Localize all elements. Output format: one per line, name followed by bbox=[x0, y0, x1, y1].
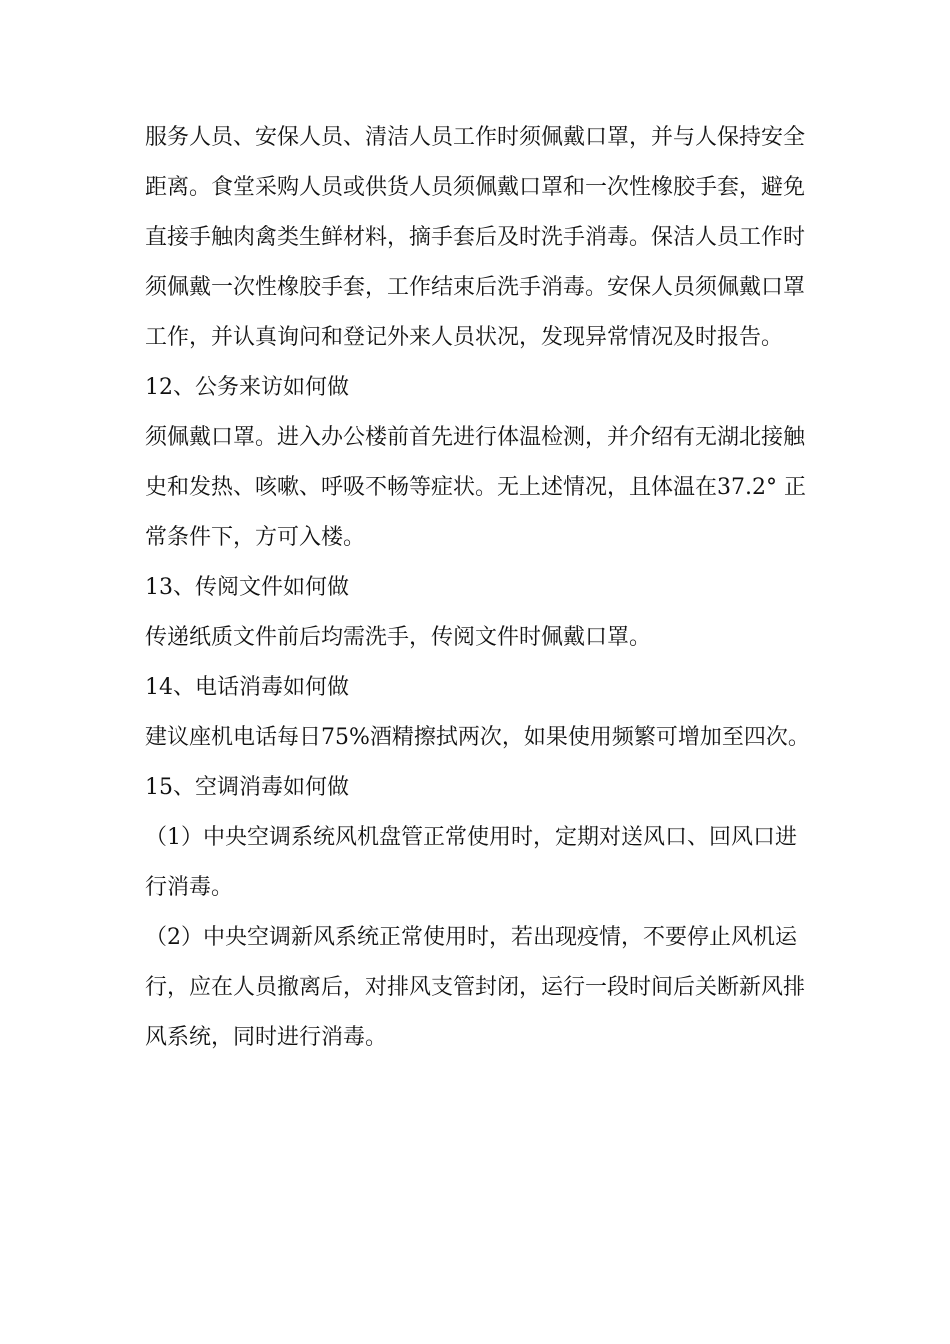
heading-14: 14、电话消毒如何做 bbox=[145, 675, 349, 700]
heading-12: 12、公务来访如何做 bbox=[145, 375, 349, 400]
paragraph-phone: 建议座机电话每日75%酒精擦拭两次，如果使用频繁可增加至四次。 bbox=[145, 725, 810, 750]
paragraph-ac-2: （2）中央空调新风系统正常使用时，若出现疫情，不要停止风机运行，应在人员撤离后，对排风支管封闭，运行一段时间后关断新风排风系统，同时进行消毒。 bbox=[145, 925, 806, 1050]
paragraph-official-visit: 须佩戴口罩。进入办公楼前首先进行体温检测，并介绍有无湖北接触史和发热、咳嗽、呼吸不畅等症状。无上述情况，且体温在37.2° 正常条件下，方可入楼。 bbox=[145, 425, 806, 550]
paragraph-service-staff: 服务人员、安保人员、清洁人员工作时须佩戴口罩，并与人保持安全距离。食堂采购人员或供货人员须佩戴口罩和一次性橡胶手套，避免直接手触肉禽类生鲜材料，摘手套后及时洗手消毒。保洁人员工作时须佩戴一次性橡胶手套，工作结束后洗手消毒。安保人员须佩戴口罩工作，并认真询问和登记外来人员状况，发现异常情况及时报告。 bbox=[145, 125, 806, 350]
heading-13: 13、传阅文件如何做 bbox=[145, 575, 349, 600]
paragraph-documents: 传递纸质文件前后均需洗手，传阅文件时佩戴口罩。 bbox=[145, 625, 652, 650]
heading-15: 15、空调消毒如何做 bbox=[145, 775, 349, 800]
paragraph-ac-1: （1）中央空调系统风机盘管正常使用时，定期对送风口、回风口进行消毒。 bbox=[145, 825, 797, 900]
document-body bbox=[145, 113, 810, 1063]
